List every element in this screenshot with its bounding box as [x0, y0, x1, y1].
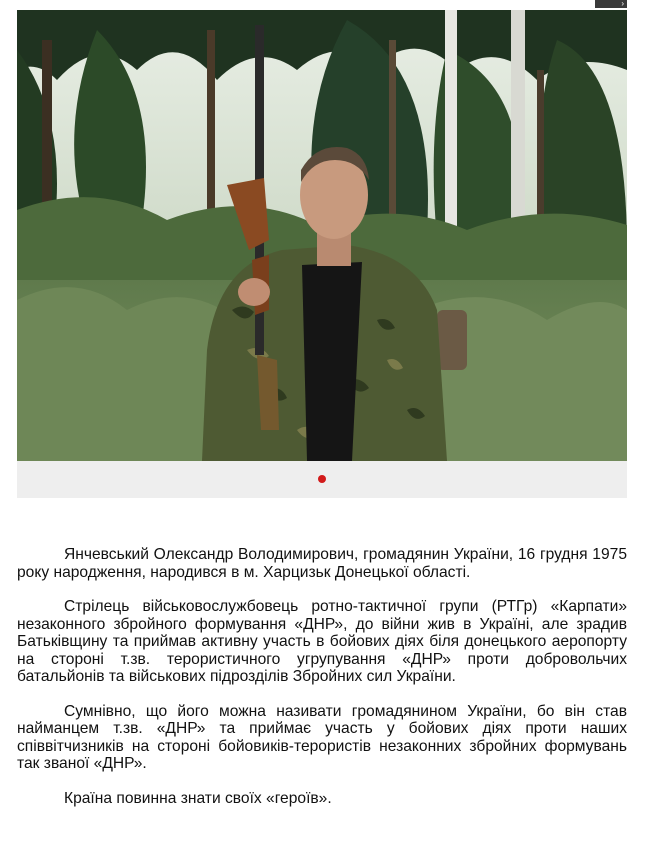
carousel-pagination — [17, 461, 627, 498]
article-paragraph-3: Сумнівно, що його можна називати громадянином України, бо він став найманцем т.зв. «ДНР» та приймає участь у бойових діях проти наших співвітчизників на стороні бойовиків-терористів незаконних збройних формувань так званої «ДНР». — [17, 702, 627, 772]
chevron-right-icon: › — [621, 0, 624, 8]
image-carousel[interactable] — [17, 10, 627, 498]
article-paragraph-4: Країна повинна знати своїх «героїв». — [64, 789, 332, 807]
next-arrow-button[interactable] — [595, 0, 627, 8]
article-body — [17, 546, 627, 824]
article-paragraph-2: Стрілець військовослужбовець ротно-тактичної групи (РТГр) «Карпати» незаконного збройного формування «ДНР», до війни жив в Україні, але зрадив Батьківщину та приймав активну участь в бойових діях біля донецького аеропорту на стороні т.зв. терористичного угрупування «ДНР» проти добровольчих батальйонів та військових підрозділів Збройних сил України. — [17, 598, 627, 685]
carousel-photo — [17, 10, 627, 461]
carousel-dot-active[interactable] — [318, 475, 326, 483]
article-paragraph-1: Янчевський Олександр Володимирович, громадянин України, 16 грудня 1975 року народження, народився в м. Харцизьк Донецької області. — [17, 546, 627, 581]
photo-illustration — [17, 10, 627, 461]
